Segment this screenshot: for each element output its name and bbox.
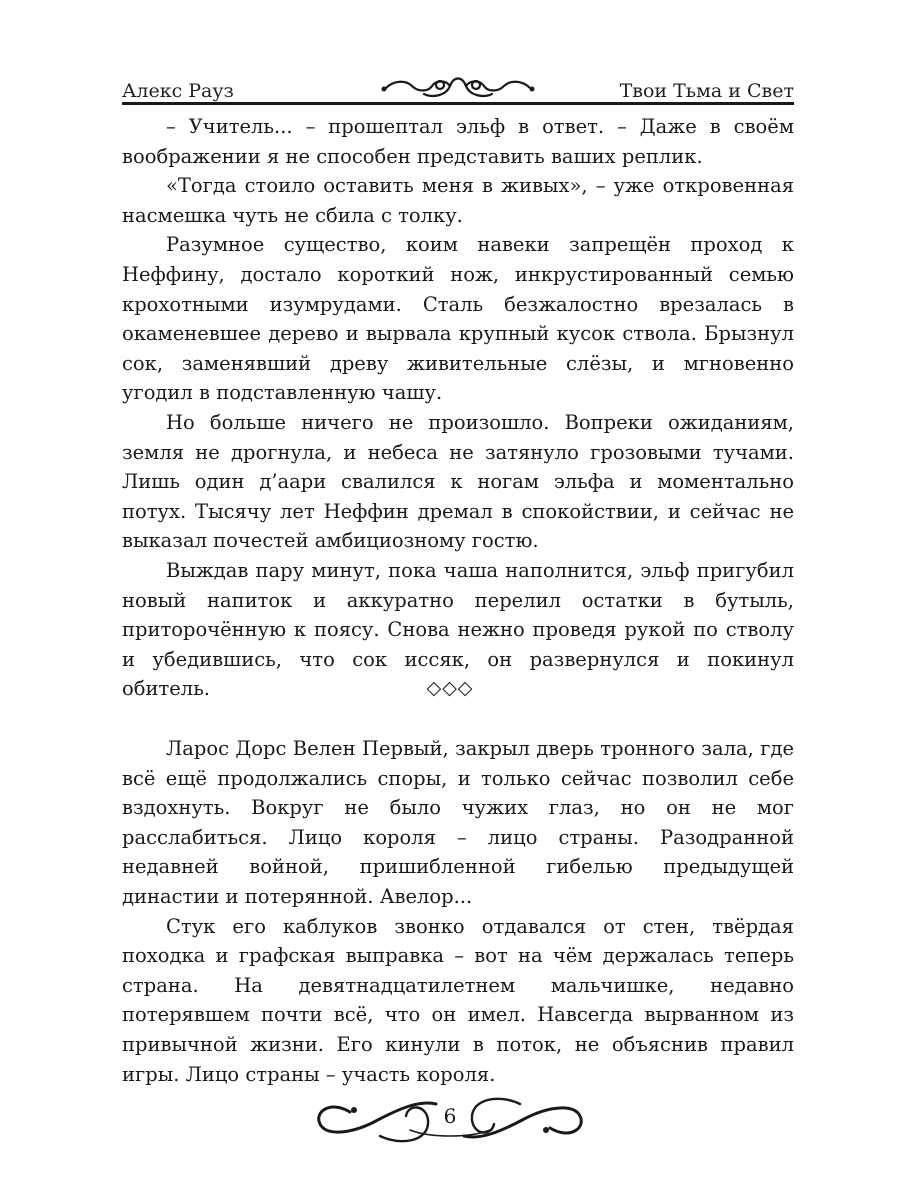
section-separator: ◇◇◇ (426, 677, 474, 699)
paragraph: – Учитель... – прошептал эльф в ответ. – Даже в своём воображении я не способен представить ваших реплик. (122, 115, 794, 168)
running-header (122, 72, 794, 104)
paragraph: «Тогда стоило оставить меня в живых», – уже откровенная насмешка чуть не сбила с толку. (122, 174, 794, 227)
text-section-1 (122, 112, 794, 704)
header-rule (122, 102, 794, 105)
paragraph: Выждав пару минут, пока чаша наполнится, эльф пригубил новый напиток и аккуратно перелил остатки в бутыль, приторочённую к поясу. Снова нежно проведя рукой по стволу и убедившись, что сок иссяк, он развернулся и покинул обитель. (122, 558, 794, 701)
paragraph: Но больше ничего не произошло. Вопреки ожиданиям, земля не дрогнула, и небеса не затянуло грозовыми тучами. Лишь один д’аари свалился к ногам эльфа и моментально потух. Тысячу лет Неффин дремал в спокойствии, и сейчас не выказал почестей амбициозному гостю. (122, 410, 794, 553)
header-ornament-icon (380, 72, 536, 100)
paragraph: Разумное существо, коим навеки запрещён проход к Неффину, достало короткий нож, инкрустированный семью крохотными изумрудами. Сталь безжалостно врезалась в окаменевшее дерево и вырвала крупный кусок ствола. Брызнул сок, заменявший древу живительные слёзы, и мгновенно угодил в подставленную чашу. (122, 233, 794, 405)
page-number: 6 (443, 1104, 457, 1128)
paragraph: Ларос Дорс Велен Первый, закрыл дверь тронного зала, где всё ещё продолжались споры, и только сейчас позволил себе вздохнуть. Вокруг не было чужих глаз, но он не мог расслабиться. Лицо короля – лицо страны. Разодранной недавней войной, пришибленной гибелью предыдущей династии и потерянной. Авелор... (122, 737, 794, 908)
paragraph: Стук его каблуков звонко отдавался от стен, твёрдая походка и графская выправка – вот на чём держалась теперь страна. На девятнадцатилетнем мальчишке, недавно потерявшем почти всё, что он имел. Навсегда вырванном из привычной жизни. Его кинули в поток, не объяснив правил игры. Лицо страны – участь короля. (122, 914, 794, 1086)
text-section-2 (122, 734, 794, 1089)
page-footer (310, 1090, 590, 1150)
header-author: Алекс Рауз (122, 80, 234, 102)
header-book-title: Твои Тьма и Свет (619, 80, 794, 102)
